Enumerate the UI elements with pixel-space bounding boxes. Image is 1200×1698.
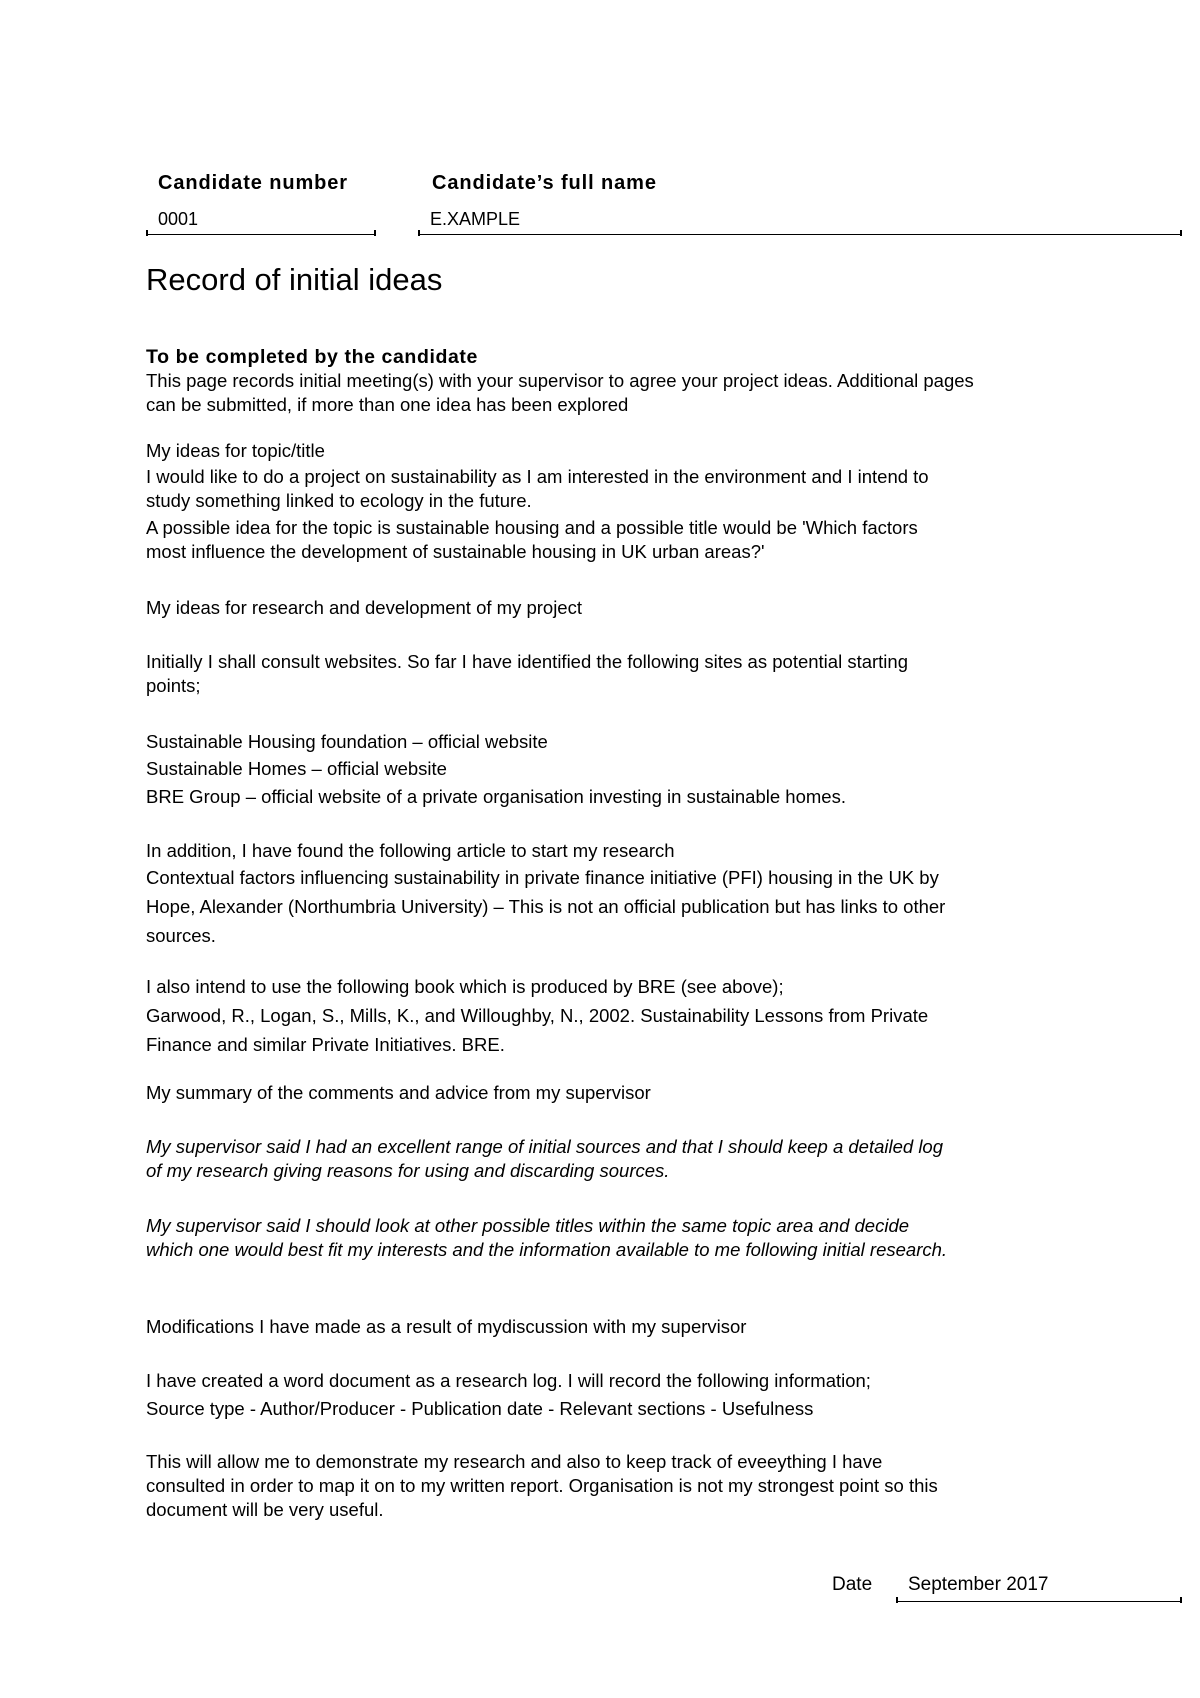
website-item: Sustainable Housing foundation – official website bbox=[146, 731, 548, 752]
supervisor-comment: of my research giving reasons for using and discarding sources. bbox=[146, 1160, 670, 1181]
supervisor-section bbox=[146, 1081, 1076, 1262]
website-item: BRE Group – official website of a private organisation investing in sustainable homes. bbox=[146, 786, 846, 807]
topic-line: study something linked to ecology in the future. bbox=[146, 490, 532, 511]
section-heading: To be completed by the candidate bbox=[146, 346, 478, 368]
topic-line: A possible idea for the topic is sustainable housing and a possible title would be 'Which factors bbox=[146, 517, 918, 538]
article-intro: In addition, I have found the following article to start my research bbox=[146, 840, 675, 861]
candidate-section bbox=[146, 345, 1076, 417]
research-line: Initially I shall consult websites. So far I have identified the following sites as potential starting bbox=[146, 651, 908, 672]
supervisor-heading: My summary of the comments and advice from my supervisor bbox=[146, 1082, 651, 1103]
supervisor-comment: which one would best fit my interests and the information available to me following initial research. bbox=[146, 1239, 948, 1260]
candidate-name-label: Candidate’s full name bbox=[432, 172, 657, 194]
article-line: Hope, Alexander (Northumbria University) – This is not an official publication but has links to other bbox=[146, 896, 946, 917]
book-line: Garwood, R., Logan, S., Mills, K., and Willoughby, N., 2002. Sustainability Lessons from Private bbox=[146, 1005, 929, 1026]
supervisor-comment: My supervisor said I should look at other possible titles within the same topic area and decide bbox=[146, 1215, 910, 1236]
topic-heading: My ideas for topic/title bbox=[146, 440, 325, 461]
candidate-number-field[interactable] bbox=[146, 206, 376, 235]
website-item: Sustainable Homes – official website bbox=[146, 758, 447, 779]
research-heading: My ideas for research and development of my project bbox=[146, 597, 582, 618]
modifications-heading: Modifications I have made as a result of mydiscussion with my supervisor bbox=[146, 1316, 747, 1337]
intro-line: This page records initial meeting(s) with your supervisor to agree your project ideas. Additional pages bbox=[146, 370, 974, 391]
supervisor-comment: My supervisor said I had an excellent range of initial sources and that I should keep a detailed log bbox=[146, 1136, 944, 1157]
research-line: points; bbox=[146, 675, 201, 696]
page-title: Record of initial ideas bbox=[146, 262, 443, 297]
topic-line: I would like to do a project on sustainability as I am interested in the environment and I intend to bbox=[146, 466, 929, 487]
article-line: sources. bbox=[146, 925, 216, 946]
intro-line: can be submitted, if more than one idea has been explored bbox=[146, 394, 629, 415]
topic-line: most influence the development of sustainable housing in UK urban areas?' bbox=[146, 541, 765, 562]
modifications-line: Source type - Author/Producer - Publication date - Relevant sections - Usefulness bbox=[146, 1398, 814, 1419]
document-body bbox=[146, 345, 1076, 1522]
candidate-name-field[interactable] bbox=[418, 206, 1182, 235]
modifications-line: consulted in order to map it on to my written report. Organisation is not my strongest point so this bbox=[146, 1475, 938, 1496]
candidate-name-value: E.XAMPLE bbox=[430, 209, 521, 229]
article-line: Contextual factors influencing sustainability in private finance initiative (PFI) housing in the UK by bbox=[146, 867, 939, 888]
date-field[interactable] bbox=[896, 1571, 1182, 1602]
candidate-number-value: 0001 bbox=[158, 209, 199, 229]
modifications-section bbox=[146, 1315, 1076, 1522]
book-intro: I also intend to use the following book which is produced by BRE (see above); bbox=[146, 976, 784, 997]
modifications-line: I have created a word document as a research log. I will record the following information; bbox=[146, 1370, 871, 1391]
modifications-line: document will be very useful. bbox=[146, 1499, 384, 1520]
modifications-line: This will allow me to demonstrate my research and also to keep track of eveeything I have bbox=[146, 1451, 883, 1472]
date-label: Date bbox=[832, 1574, 873, 1595]
topic-section bbox=[146, 439, 1076, 564]
book-line: Finance and similar Private Initiatives. BRE. bbox=[146, 1034, 505, 1055]
candidate-number-label: Candidate number bbox=[158, 172, 348, 194]
date-value: September 2017 bbox=[908, 1574, 1049, 1595]
research-section bbox=[146, 596, 1076, 1059]
